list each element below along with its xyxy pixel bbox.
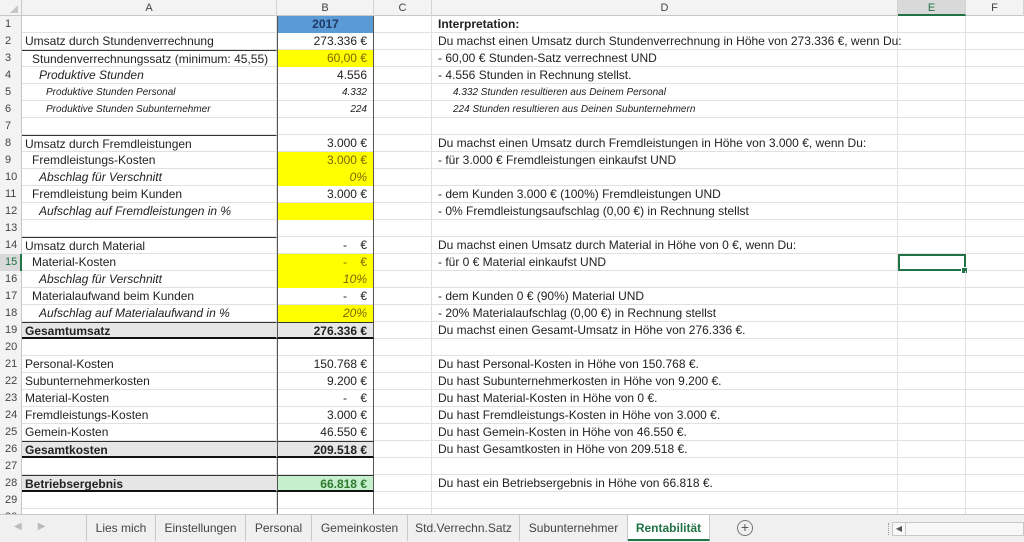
next-sheet-icon[interactable]: ▶: [37, 521, 62, 532]
cell-f26[interactable]: [966, 441, 1024, 458]
row-header[interactable]: 14: [0, 237, 22, 254]
cell-e1[interactable]: [898, 16, 966, 33]
cell-a4[interactable]: Produktive Stunden: [22, 67, 277, 84]
cell-e12[interactable]: [898, 203, 966, 220]
cell-d19[interactable]: Du machst einen Gesamt-Umsatz in Höhe von 276.336 €.: [432, 322, 898, 339]
tab-std-verrechn-satz[interactable]: Std.Verrechn.Satz: [408, 515, 520, 541]
table-row: [0, 169, 1024, 186]
cell-b17[interactable]: - €: [277, 288, 374, 305]
cell-c5[interactable]: [374, 84, 432, 101]
cell-d22[interactable]: Du hast Subunternehmerkosten in Höhe von 9.200 €.: [432, 373, 898, 390]
cell-e23[interactable]: [898, 390, 966, 407]
cell-a13[interactable]: [22, 220, 277, 237]
cell-d8[interactable]: Du machst einen Umsatz durch Fremdleistungen in Höhe von 3.000 €, wenn Du:: [432, 135, 898, 152]
sheet-tab-bar: [0, 514, 1024, 542]
table-row: [0, 407, 1024, 424]
row-header[interactable]: 10: [0, 169, 22, 186]
cell-c21[interactable]: [374, 356, 432, 373]
cell-a1[interactable]: [22, 16, 277, 33]
cell-e24[interactable]: [898, 407, 966, 424]
row-header[interactable]: 24: [0, 407, 22, 424]
cell-b10-input[interactable]: 0%: [277, 169, 374, 186]
cell-a19-total-label[interactable]: Gesamtumsatz: [22, 322, 277, 339]
cell-f27[interactable]: [966, 458, 1024, 475]
cell-a6[interactable]: Produktive Stunden Subunternehmer: [22, 101, 277, 118]
cell-b9-input[interactable]: 3.000 €: [277, 152, 374, 169]
cell-d24[interactable]: Du hast Fremdleistungs-Kosten in Höhe von 3.000 €.: [432, 407, 898, 424]
cell-c23[interactable]: [374, 390, 432, 407]
cell-e26[interactable]: [898, 441, 966, 458]
row-header[interactable]: 20: [0, 339, 22, 356]
table-row: [0, 390, 1024, 407]
cell-b27[interactable]: [277, 458, 374, 475]
cell-b28-result-value[interactable]: 66.818 €: [277, 475, 374, 492]
table-row: [0, 67, 1024, 84]
tab-lies-mich[interactable]: Lies mich: [86, 515, 156, 541]
row-header[interactable]: 5: [0, 84, 22, 101]
cell-d26[interactable]: Du hast Gesamtkosten in Höhe von 209.518 €.: [432, 441, 898, 458]
cell-f16[interactable]: [966, 271, 1024, 288]
scroll-left-icon[interactable]: ◀: [893, 523, 906, 535]
cell-c19[interactable]: [374, 322, 432, 339]
cell-a16[interactable]: Abschlag für Verschnitt: [22, 271, 277, 288]
row-header[interactable]: 28: [0, 475, 22, 492]
cell-d7[interactable]: [432, 118, 898, 135]
cell-d29[interactable]: [432, 492, 898, 509]
cell-c14[interactable]: [374, 237, 432, 254]
cell-f14[interactable]: [966, 237, 1024, 254]
cell-e8[interactable]: [898, 135, 966, 152]
cell-e5[interactable]: [898, 84, 966, 101]
cell-e20[interactable]: [898, 339, 966, 356]
cell-e29[interactable]: [898, 492, 966, 509]
cell-d21[interactable]: Du hast Personal-Kosten in Höhe von 150.768 €.: [432, 356, 898, 373]
cell-b29[interactable]: [277, 492, 374, 509]
cell-b2[interactable]: 273.336 €: [277, 33, 374, 50]
table-row: [0, 152, 1024, 169]
cell-b15-input[interactable]: - €: [277, 254, 374, 271]
table-row: [0, 50, 1024, 67]
cell-c3[interactable]: [374, 50, 432, 67]
cell-a14[interactable]: Umsatz durch Material: [22, 237, 277, 254]
row-header-selected[interactable]: 15: [0, 254, 22, 271]
tab-scroll-splitter[interactable]: [888, 523, 890, 535]
sheet-nav-arrows[interactable]: [14, 521, 61, 532]
cell-d15[interactable]: - für 0 € Material einkaufst UND: [432, 254, 898, 271]
cell-a28-result-label[interactable]: Betriebsergebnis: [22, 475, 277, 492]
cell-d17[interactable]: - dem Kunden 0 € (90%) Material UND: [432, 288, 898, 305]
cell-e14[interactable]: [898, 237, 966, 254]
cell-e11[interactable]: [898, 186, 966, 203]
cell-e4[interactable]: [898, 67, 966, 84]
horizontal-scrollbar[interactable]: [892, 522, 1024, 536]
row-header[interactable]: 19: [0, 322, 22, 339]
cell-a26-total-label[interactable]: Gesamtkosten: [22, 441, 277, 458]
cell-a15[interactable]: Material-Kosten: [22, 254, 277, 271]
cell-f24[interactable]: [966, 407, 1024, 424]
row-header[interactable]: 21: [0, 356, 22, 373]
cell-c2[interactable]: [374, 33, 432, 50]
cell-a5[interactable]: Produktive Stunden Personal: [22, 84, 277, 101]
row-header[interactable]: 29: [0, 492, 22, 509]
row-header[interactable]: 9: [0, 152, 22, 169]
row-header[interactable]: 23: [0, 390, 22, 407]
cell-e15-selected[interactable]: [898, 254, 966, 271]
cell-d10[interactable]: [432, 169, 898, 186]
table-row: [0, 373, 1024, 390]
cell-a2[interactable]: Umsatz durch Stundenverrechnung: [22, 33, 277, 50]
column-header-c[interactable]: C: [374, 0, 432, 16]
cell-c9[interactable]: [374, 152, 432, 169]
cell-f10[interactable]: [966, 169, 1024, 186]
cell-f3[interactable]: [966, 50, 1024, 67]
cell-e28[interactable]: [898, 475, 966, 492]
cell-e10[interactable]: [898, 169, 966, 186]
cell-f23[interactable]: [966, 390, 1024, 407]
cell-c20[interactable]: [374, 339, 432, 356]
table-row: [0, 441, 1024, 458]
table-row: [0, 288, 1024, 305]
cell-f25[interactable]: [966, 424, 1024, 441]
add-sheet-icon[interactable]: +: [737, 520, 753, 536]
tab-subunternehmer[interactable]: Subunternehmer: [520, 515, 628, 541]
cell-d11[interactable]: - dem Kunden 3.000 € (100%) Fremdleistungen UND: [432, 186, 898, 203]
cell-d3[interactable]: - 60,00 € Stunden-Satz verrechnest UND: [432, 50, 898, 67]
cell-c25[interactable]: [374, 424, 432, 441]
cell-f11[interactable]: [966, 186, 1024, 203]
table-row: [0, 492, 1024, 509]
cell-e9[interactable]: [898, 152, 966, 169]
cell-b13[interactable]: [277, 220, 374, 237]
table-row: [0, 305, 1024, 322]
tab-rentabilitaet[interactable]: Rentabilität: [628, 515, 710, 541]
cell-b3-input[interactable]: 60,00 €: [277, 50, 374, 67]
tab-einstellungen[interactable]: Einstellungen: [156, 515, 246, 541]
cell-a3[interactable]: Stundenverrechnungssatz (minimum: 45,55): [22, 50, 277, 67]
row-header[interactable]: 3: [0, 50, 22, 67]
cell-b23[interactable]: - €: [277, 390, 374, 407]
cell-d5[interactable]: 4.332 Stunden resultieren aus Deinem Personal: [432, 84, 898, 101]
cell-a29[interactable]: [22, 492, 277, 509]
cell-c8[interactable]: [374, 135, 432, 152]
cell-a9[interactable]: Fremdleistungs-Kosten: [22, 152, 277, 169]
table-row: [0, 186, 1024, 203]
table-row: [0, 16, 1024, 33]
cell-c22[interactable]: [374, 373, 432, 390]
row-header[interactable]: 22: [0, 373, 22, 390]
cell-b16-input[interactable]: 10%: [277, 271, 374, 288]
cell-a24[interactable]: Fremdleistungs-Kosten: [22, 407, 277, 424]
cell-b24[interactable]: 3.000 €: [277, 407, 374, 424]
cell-a21[interactable]: Personal-Kosten: [22, 356, 277, 373]
row-header[interactable]: 27: [0, 458, 22, 475]
cell-c7[interactable]: [374, 118, 432, 135]
cell-b4[interactable]: 4.556: [277, 67, 374, 84]
row-header[interactable]: 13: [0, 220, 22, 237]
tab-personal[interactable]: Personal: [246, 515, 312, 541]
table-row: [0, 322, 1024, 339]
cell-c10[interactable]: [374, 169, 432, 186]
cell-b7[interactable]: [277, 118, 374, 135]
cell-f17[interactable]: [966, 288, 1024, 305]
cell-b1-year-header[interactable]: 2017: [277, 16, 374, 33]
cell-c27[interactable]: [374, 458, 432, 475]
column-header-b[interactable]: B: [277, 0, 374, 16]
table-row: [0, 101, 1024, 118]
table-row: [0, 220, 1024, 237]
cell-b21[interactable]: 150.768 €: [277, 356, 374, 373]
prev-sheet-icon[interactable]: ◀: [14, 521, 38, 532]
row-header[interactable]: 7: [0, 118, 22, 135]
cell-b6[interactable]: 224: [277, 101, 374, 118]
cell-b14[interactable]: - €: [277, 237, 374, 254]
table-row: [0, 424, 1024, 441]
cell-c1[interactable]: [374, 16, 432, 33]
row-header[interactable]: 1: [0, 16, 22, 33]
cell-b12-input[interactable]: [277, 203, 374, 220]
cell-e27[interactable]: [898, 458, 966, 475]
cell-e3[interactable]: [898, 50, 966, 67]
cell-b20[interactable]: [277, 339, 374, 356]
column-header-d[interactable]: D: [432, 0, 898, 16]
cell-a17[interactable]: Materialaufwand beim Kunden: [22, 288, 277, 305]
cell-b26-total-value[interactable]: 209.518 €: [277, 441, 374, 458]
cell-c16[interactable]: [374, 271, 432, 288]
cell-e18[interactable]: [898, 305, 966, 322]
cell-f22[interactable]: [966, 373, 1024, 390]
cell-a25[interactable]: Gemein-Kosten: [22, 424, 277, 441]
table-row: [0, 356, 1024, 373]
cell-a20[interactable]: [22, 339, 277, 356]
cell-c18[interactable]: [374, 305, 432, 322]
cell-d14[interactable]: Du machst einen Umsatz durch Material in Höhe von 0 €, wenn Du:: [432, 237, 898, 254]
cell-f8[interactable]: [966, 135, 1024, 152]
cell-c29[interactable]: [374, 492, 432, 509]
cell-b11[interactable]: 3.000 €: [277, 186, 374, 203]
cell-d2[interactable]: Du machst einen Umsatz durch Stundenverrechnung in Höhe von 273.336 €, wenn Du:: [432, 33, 898, 50]
cell-a18[interactable]: Aufschlag auf Materialaufwand in %: [22, 305, 277, 322]
table-row: [0, 118, 1024, 135]
row-header[interactable]: 6: [0, 101, 22, 118]
cell-a23[interactable]: Material-Kosten: [22, 390, 277, 407]
cell-d1-interpretation-title[interactable]: Interpretation:: [432, 16, 898, 33]
column-header-bar: [0, 0, 1024, 16]
cell-d12[interactable]: - 0% Fremdleistungsaufschlag (0,00 €) in Rechnung stellst: [432, 203, 898, 220]
cell-a22[interactable]: Subunternehmerkosten: [22, 373, 277, 390]
cell-f1[interactable]: [966, 16, 1024, 33]
tab-gemeinkosten[interactable]: Gemeinkosten: [312, 515, 408, 541]
cell-f29[interactable]: [966, 492, 1024, 509]
cell-d23[interactable]: Du hast Material-Kosten in Höhe von 0 €.: [432, 390, 898, 407]
cell-a11[interactable]: Fremdleistung beim Kunden: [22, 186, 277, 203]
cell-a7[interactable]: [22, 118, 277, 135]
table-row: [0, 458, 1024, 475]
cell-f12[interactable]: [966, 203, 1024, 220]
column-header-e[interactable]: E: [898, 0, 966, 16]
cell-c15[interactable]: [374, 254, 432, 271]
cell-f6[interactable]: [966, 101, 1024, 118]
cell-d16[interactable]: [432, 271, 898, 288]
column-header-f[interactable]: F: [966, 0, 1024, 16]
cell-f20[interactable]: [966, 339, 1024, 356]
cell-c26[interactable]: [374, 441, 432, 458]
cell-b19-total-value[interactable]: 276.336 €: [277, 322, 374, 339]
cell-c24[interactable]: [374, 407, 432, 424]
table-row: [0, 237, 1024, 254]
row-header[interactable]: 4: [0, 67, 22, 84]
cell-e22[interactable]: [898, 373, 966, 390]
cell-f13[interactable]: [966, 220, 1024, 237]
cell-d25[interactable]: Du hast Gemein-Kosten in Höhe von 46.550 €.: [432, 424, 898, 441]
cell-e19[interactable]: [898, 322, 966, 339]
cell-c13[interactable]: [374, 220, 432, 237]
row-header[interactable]: 25: [0, 424, 22, 441]
cell-f9[interactable]: [966, 152, 1024, 169]
cell-b18-input[interactable]: 20%: [277, 305, 374, 322]
table-row: [0, 135, 1024, 152]
row-header[interactable]: 17: [0, 288, 22, 305]
row-header[interactable]: 11: [0, 186, 22, 203]
cell-b22[interactable]: 9.200 €: [277, 373, 374, 390]
row-header[interactable]: 2: [0, 33, 22, 50]
cell-f21[interactable]: [966, 356, 1024, 373]
cell-c4[interactable]: [374, 67, 432, 84]
cell-f5[interactable]: [966, 84, 1024, 101]
cell-e25[interactable]: [898, 424, 966, 441]
cell-a8[interactable]: Umsatz durch Fremdleistungen: [22, 135, 277, 152]
cell-d6[interactable]: 224 Stunden resultieren aus Deinen Subunternehmern: [432, 101, 898, 118]
row-header[interactable]: 18: [0, 305, 22, 322]
row-header[interactable]: 8: [0, 135, 22, 152]
cell-b8[interactable]: 3.000 €: [277, 135, 374, 152]
cell-c17[interactable]: [374, 288, 432, 305]
cell-b25[interactable]: 46.550 €: [277, 424, 374, 441]
row-header[interactable]: 12: [0, 203, 22, 220]
cell-d20[interactable]: [432, 339, 898, 356]
table-row: [0, 475, 1024, 492]
cell-e13[interactable]: [898, 220, 966, 237]
table-row: [0, 33, 1024, 50]
cell-f4[interactable]: [966, 67, 1024, 84]
cell-d27[interactable]: [432, 458, 898, 475]
cell-c12[interactable]: [374, 203, 432, 220]
row-header[interactable]: 16: [0, 271, 22, 288]
cell-d4[interactable]: - 4.556 Stunden in Rechnung stellst.: [432, 67, 898, 84]
cell-a12[interactable]: Aufschlag auf Fremdleistungen in %: [22, 203, 277, 220]
cell-f19[interactable]: [966, 322, 1024, 339]
column-header-a[interactable]: A: [22, 0, 277, 16]
cell-a10[interactable]: Abschlag für Verschnitt: [22, 169, 277, 186]
cell-e21[interactable]: [898, 356, 966, 373]
cell-c11[interactable]: [374, 186, 432, 203]
cell-c6[interactable]: [374, 101, 432, 118]
cell-a27[interactable]: [22, 458, 277, 475]
cell-b5[interactable]: 4.332: [277, 84, 374, 101]
table-row: [0, 271, 1024, 288]
cell-d9[interactable]: - für 3.000 € Fremdleistungen einkaufst UND: [432, 152, 898, 169]
cell-e6[interactable]: [898, 101, 966, 118]
cell-e17[interactable]: [898, 288, 966, 305]
cell-c28[interactable]: [374, 475, 432, 492]
table-row: [0, 339, 1024, 356]
cell-e7[interactable]: [898, 118, 966, 135]
select-all-button[interactable]: [0, 0, 22, 16]
cell-e2[interactable]: [898, 33, 966, 50]
cell-f15[interactable]: [966, 254, 1024, 271]
cell-f28[interactable]: [966, 475, 1024, 492]
table-row: [0, 84, 1024, 101]
cell-d28[interactable]: Du hast ein Betriebsergebnis in Höhe von 66.818 €.: [432, 475, 898, 492]
cell-d13[interactable]: [432, 220, 898, 237]
cell-f7[interactable]: [966, 118, 1024, 135]
cell-e16[interactable]: [898, 271, 966, 288]
cell-f2[interactable]: [966, 33, 1024, 50]
row-header[interactable]: 26: [0, 441, 22, 458]
cell-d18[interactable]: - 20% Materialaufschlag (0,00 €) in Rechnung stellst: [432, 305, 898, 322]
cell-f18[interactable]: [966, 305, 1024, 322]
table-row: [0, 203, 1024, 220]
table-row: [0, 254, 1024, 271]
